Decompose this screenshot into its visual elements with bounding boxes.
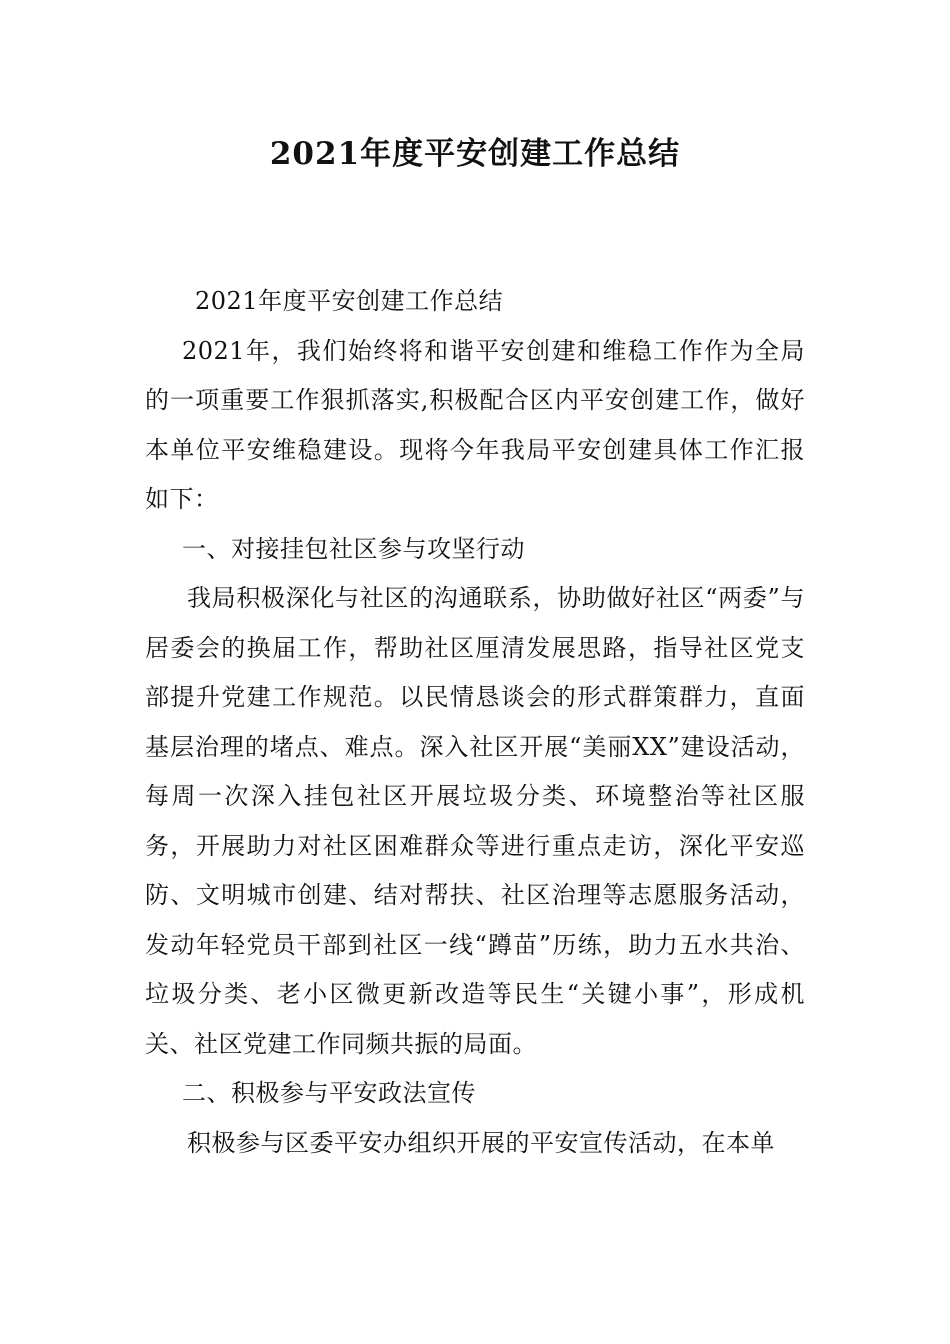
subtitle-paragraph: 2021年度平安创建工作总结 (195, 287, 504, 315)
section-heading-2: 二、积极参与平安政法宣传 (182, 1079, 476, 1107)
document-title: 2021年度平安创建工作总结 (269, 136, 681, 172)
section-heading-1: 一、对接挂包社区参与攻坚行动 (182, 534, 525, 563)
section-2-paragraph: 积极参与区委平安办组织开展的平安宣传活动，在本单 (187, 1128, 775, 1157)
section-1-paragraph: 我局积极深化与社区的沟通联系，协助做好社区“两委”与居委会的换届工作，帮助社区厘清发展思路，指导社区党支部提升党建工作规范。以民情恳谈会的形式群策群力，直面基层治理的堵点、难点。深入社区开展“美丽XX”建设活动，每周一次深入挂包社区开展垃圾分类、环境整治等社区服务，开展助力对社区困难群众等进行重点走访，深化平安巡防、文明城市创建、结对帮扶、社区治理等志愿服务活动，发动年轻党员干部到社区一线“蹲苗”历练，助力五水共治、垃圾分类、老小区微更新改造等民生“关键小事”，形成机关、社区党建工作同频共振的局面。 (145, 584, 805, 1058)
document-body (145, 277, 805, 1168)
intro-paragraph: 2021年，我们始终将和谐平安创建和维稳工作作为全局的一项重要工作狠抓落实,积极配合区内平安创建工作，做好本单位平安维稳建设。现将今年我局平安创建具体工作汇报如下： (145, 336, 805, 513)
